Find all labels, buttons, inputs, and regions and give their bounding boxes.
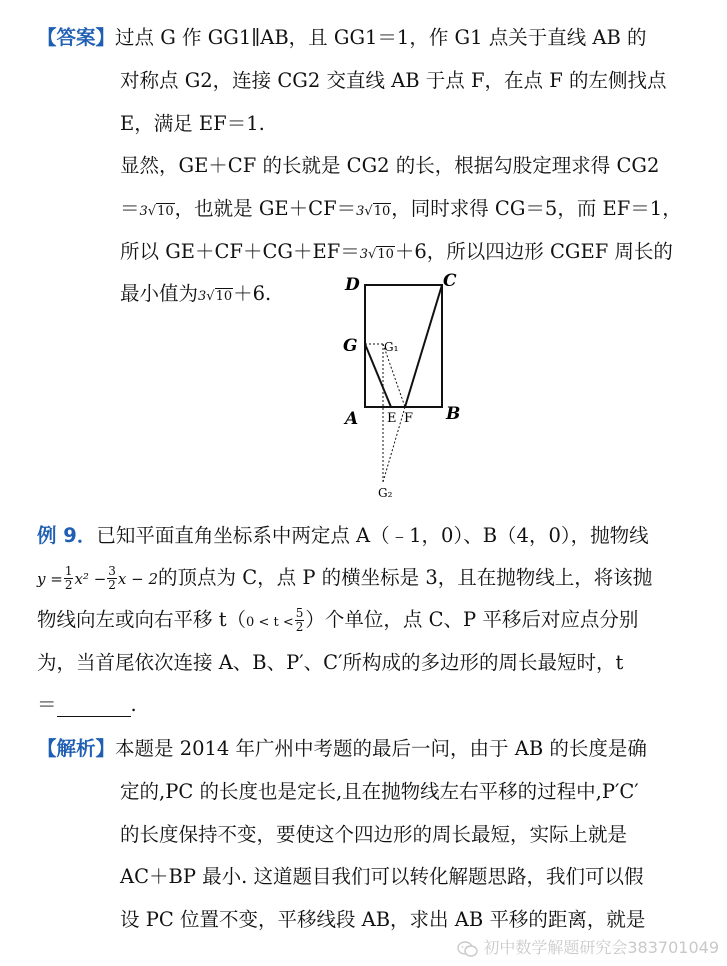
analysis-line-1: [37, 737, 647, 761]
label-c: C: [443, 271, 457, 291]
example-text-3b: ）个单位，点 C、P 平移后对应点分别: [305, 608, 639, 631]
equals-sign: ＝: [120, 197, 140, 220]
example-text-3a: 物线向左或向右平移 t（: [37, 608, 247, 631]
label-a: A: [345, 409, 359, 429]
fraction-five-halves: [295, 607, 305, 634]
radical-radicand: 10: [373, 204, 391, 219]
fraction-numerator: 5: [295, 606, 304, 620]
watermark: [457, 935, 719, 958]
example-line-5: [37, 693, 137, 717]
radical-radicand: 10: [377, 247, 394, 262]
equation-x2: x² −: [74, 570, 107, 588]
example-line-4: 为，当首尾依次连接 A、B、P′、C′所构成的多边形的周长最短时，t: [37, 651, 624, 674]
label-g1: G₁: [384, 340, 399, 354]
example-text-2: 的顶点为 C，点 P 的横坐标是 3，且在抛物线上，将该抛: [158, 566, 653, 589]
example-label: 例 9．: [37, 524, 97, 547]
segment-cf: [405, 285, 442, 407]
label-g: G: [343, 336, 358, 356]
wechat-icon: [457, 940, 479, 958]
watermark-text: 初中数学解题研究会383701049: [483, 938, 719, 957]
analysis-line-3: 的长度保持不变，要使这个四边形的周长最短，实际上就是: [120, 823, 628, 846]
label-b: B: [446, 404, 461, 424]
answer-line-4: 显然，GE＋CF 的长就是 CG2 的长，根据勾股定理求得 CG2: [120, 154, 660, 177]
example-line-2: [37, 565, 652, 592]
answer-line-2: 对称点 G2，连接 CG2 交直线 AB 于点 F，在点 F 的左侧找点: [120, 69, 667, 92]
radical-expression: 3√10: [356, 204, 391, 219]
example-text-5: ＝: [37, 693, 57, 716]
answer-text-5c: ，同时求得 CG＝5，而 EF＝1，: [391, 197, 682, 220]
answer-text-7a: 最小值为: [120, 282, 199, 305]
label-e: E: [387, 411, 397, 426]
fraction-three-halves: [107, 565, 117, 592]
answer-blank: [57, 698, 131, 717]
radical-coef: 3: [139, 204, 148, 219]
equation-y: y =: [37, 570, 63, 588]
example-text-1: 已知平面直角坐标系中两定点 A（﹣1，0）、B（4，0），抛物线: [96, 524, 649, 547]
answer-line-3: E，满足 EF＝1.: [120, 112, 265, 135]
analysis-text-1: 本题是 2014 年广州中考题的最后一问，由于 AB 的长度是确: [115, 737, 647, 760]
radical-radicand: 10: [215, 289, 233, 304]
answer-text-6a: 所以 GE＋CF＋CG＋EF＝: [120, 240, 360, 263]
answer-line-5: [120, 197, 682, 224]
radical-expression: 3√10: [359, 247, 394, 262]
answer-line-1: [37, 26, 647, 50]
fraction-denominator: 2: [108, 578, 116, 592]
label-f: F: [404, 411, 414, 426]
radical-coef: 3: [356, 204, 365, 219]
radical-expression: 3√10: [198, 289, 233, 304]
fraction-denominator: 2: [64, 578, 73, 592]
answer-tag: 【答案】: [37, 26, 116, 49]
analysis-line-2: 定的,PC 的长度也是定长,且在抛物线左右平移的过程中,P′C′: [120, 780, 639, 803]
analysis-tag: 【解析】: [37, 737, 116, 760]
fraction-half: [64, 565, 74, 592]
analysis-line-4: AC＋BP 最小. 这道题目我们可以转化解题思路，我们可以假: [120, 865, 644, 888]
radical-coef: 3: [359, 247, 369, 262]
answer-line-7: [120, 282, 271, 309]
inequality: 0 < t <: [246, 615, 294, 630]
geometry-figure: [330, 262, 470, 508]
analysis-line-5: 设 PC 位置不变，平移线段 AB，求出 AB 平移的距离，就是: [120, 908, 646, 931]
example-text-5-end: .: [130, 693, 137, 716]
label-g2: G₂: [378, 486, 393, 500]
example-line-3: [37, 607, 638, 635]
radical-radicand: 10: [157, 204, 174, 219]
equation-xm2: x − 2: [117, 570, 159, 588]
rectangle-dcba: [365, 285, 442, 407]
fraction-numerator: 3: [108, 564, 116, 578]
label-d: D: [345, 275, 360, 295]
example-line-1: [37, 524, 649, 548]
answer-text-6b: ＋6，所以四边形 CGEF 周长的: [394, 240, 673, 263]
radical-expression: 3√10: [139, 204, 174, 219]
answer-text-5b: ，也就是 GE＋CF＝: [174, 197, 357, 220]
fraction-numerator: 1: [64, 564, 73, 578]
answer-text-7b: ＋6.: [233, 282, 272, 305]
answer-text-1: 过点 G 作 GG1∥AB，且 GG1＝1，作 G1 点关于直线 AB 的: [115, 26, 647, 49]
radical-coef: 3: [198, 289, 207, 304]
fraction-denominator: 2: [295, 620, 304, 634]
